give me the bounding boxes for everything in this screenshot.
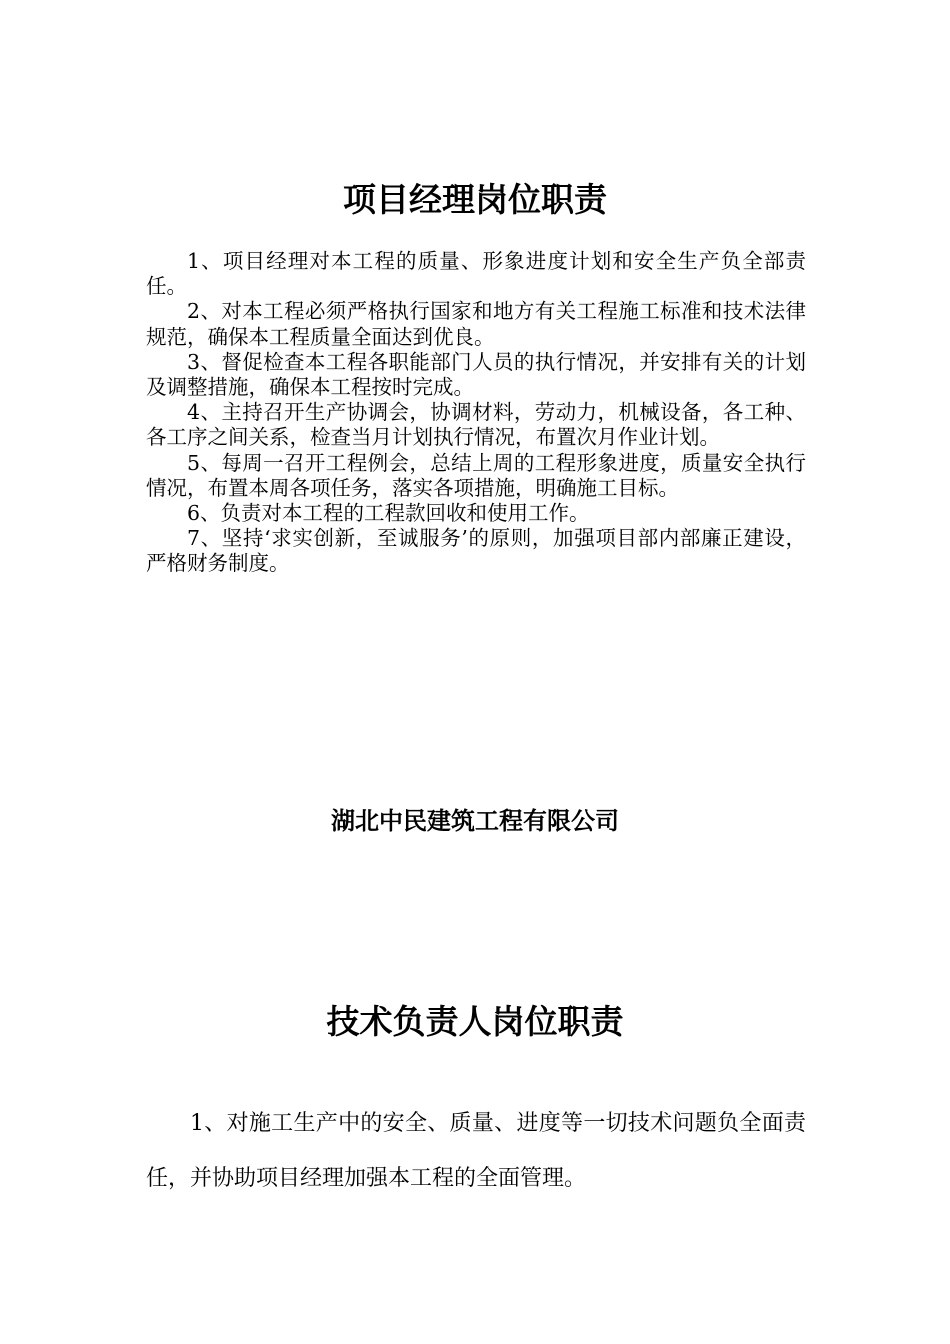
page-title: 项目经理岗位职责 bbox=[343, 180, 607, 219]
duty-item: 3、督促检查本工程各职能部门人员的执行情况，并安排有关的计划及调整措施，确保本工程按时完成。 bbox=[146, 349, 806, 400]
company-name: 湖北中民建筑工程有限公司 bbox=[331, 806, 619, 835]
duty-item: 4、主持召开生产协调会，协调材料，劳动力，机械设备，各工种、各工序之间关系，检查当月计划执行情况，布置次月作业计划。 bbox=[146, 400, 806, 450]
duty-item: 6、负责对本工程的工程款回收和使用工作。 bbox=[187, 501, 590, 526]
section-title-technical-lead: 技术负责人岗位职责 bbox=[326, 1002, 624, 1041]
duty-item: 5、每周一召开工程例会，总结上周的工程形象进度，质量安全执行情况，布置本周各项任务，落实各项措施，明确施工目标。 bbox=[146, 450, 806, 500]
duty-list-project-manager bbox=[146, 249, 806, 577]
duty-item: 1、对施工生产中的安全、质量、进度等一切技术问题负全面责任，并协助项目经理加强本工程的全面管理。 bbox=[146, 1111, 806, 1191]
duty-item: 1、项目经理对本工程的质量、形象进度计划和安全生产负全部责任。 bbox=[146, 249, 806, 299]
duty-item: 2、对本工程必须严格执行国家和地方有关工程施工标准和技术法律规范，确保本工程质量全面达到优良。 bbox=[146, 299, 806, 349]
duty-list-technical-lead bbox=[146, 1096, 806, 1206]
duty-item: 7、坚持‘求实创新，至诚服务’的原则，加强项目部内部廉正建设，严格财务制度。 bbox=[146, 526, 806, 576]
